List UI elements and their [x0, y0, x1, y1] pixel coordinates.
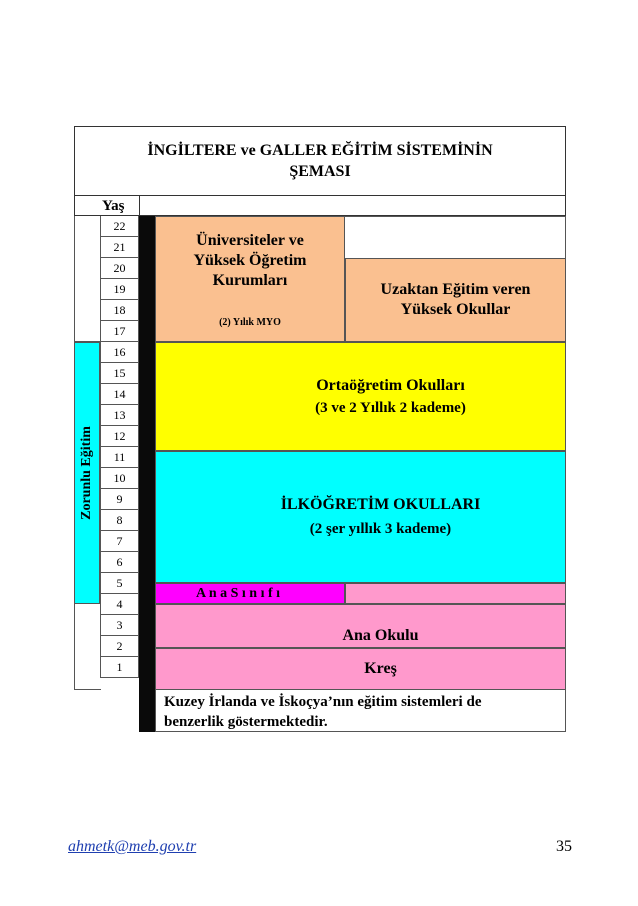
primary-block: [155, 451, 566, 583]
age-header: Yaş: [100, 196, 140, 216]
age-cell: 13: [100, 405, 139, 426]
kindergarten-class-block: [155, 583, 345, 604]
age-cell: 16: [100, 342, 139, 363]
note-line-1: Kuzey İrlanda ve İskoçya’nın eğitim sistemleri de: [164, 694, 482, 710]
page-number: 35: [556, 838, 572, 855]
diagram-title: [74, 126, 566, 196]
secondary-line-2: (3 ve 2 Yıllık 2 kademe): [315, 399, 466, 416]
distance-line-2: Yüksek Okullar: [400, 301, 511, 318]
nursery-block: [155, 648, 566, 690]
note-line-2: benzerlik göstermektedir.: [164, 714, 328, 730]
age-cell: 4: [100, 594, 139, 615]
age-cell: 12: [100, 426, 139, 447]
universities-line-2: Yüksek Öğretim: [193, 252, 307, 269]
note-block: [155, 690, 566, 732]
primary-line-2: (2 şer yıllık 3 kademe): [309, 521, 452, 537]
age-cell: 14: [100, 384, 139, 405]
age-header-row: [74, 196, 566, 216]
age-cell: 15: [100, 363, 139, 384]
nursery-label: Kreş: [364, 660, 397, 677]
primary-line-1: İLKÖĞRETİM OKULLARI: [280, 496, 481, 513]
kindergarten-label: Ana Okulu: [342, 627, 419, 644]
age-cell: 3: [100, 615, 139, 636]
left-column-top: [74, 216, 101, 342]
universities-block: [155, 216, 345, 342]
age-cell: 8: [100, 510, 139, 531]
universities-line-3: Kurumları: [212, 272, 288, 289]
kindergarten-class-label: A n a S ı n ı f ı: [196, 585, 281, 601]
empty-cell-top-right: [345, 216, 566, 258]
left-column-bottom: [74, 604, 101, 690]
compulsory-label: Zorunlu Eğitim: [79, 426, 94, 520]
age-cell: 2: [100, 636, 139, 657]
age-cell: 21: [100, 237, 139, 258]
age-cell: 5: [100, 573, 139, 594]
age-cell: 22: [100, 216, 139, 237]
age-cell: 9: [100, 489, 139, 510]
universities-line-1: Üniversiteler ve: [196, 232, 304, 249]
age-cell: 1: [100, 657, 139, 678]
secondary-line-1: Ortaöğretim Okulları: [316, 376, 465, 394]
myo-label: (2) Yılık MYO: [219, 317, 281, 328]
footer-email[interactable]: ahmetk@meb.gov.tr: [68, 838, 197, 855]
distance-line-1: Uzaktan Eğitim veren: [380, 281, 531, 298]
kindergarten-block: [155, 604, 566, 648]
age-cell: 10: [100, 468, 139, 489]
title-line-1: İNGİLTERE ve GALLER EĞİTİM SİSTEMİNİN: [147, 142, 493, 159]
age-cell: 6: [100, 552, 139, 573]
age-cell: 17: [100, 321, 139, 342]
age-cell: 7: [100, 531, 139, 552]
compulsory-label-wrap: [74, 342, 100, 604]
kindergarten-class-pink: [345, 583, 566, 604]
age-cell: 19: [100, 279, 139, 300]
title-line-2: ŞEMASI: [289, 163, 351, 180]
distance-learning-block: [345, 258, 566, 342]
age-cell: 20: [100, 258, 139, 279]
secondary-block: [155, 342, 566, 451]
age-cell: 18: [100, 300, 139, 321]
divider-bar: [139, 216, 155, 732]
age-cell: 11: [100, 447, 139, 468]
